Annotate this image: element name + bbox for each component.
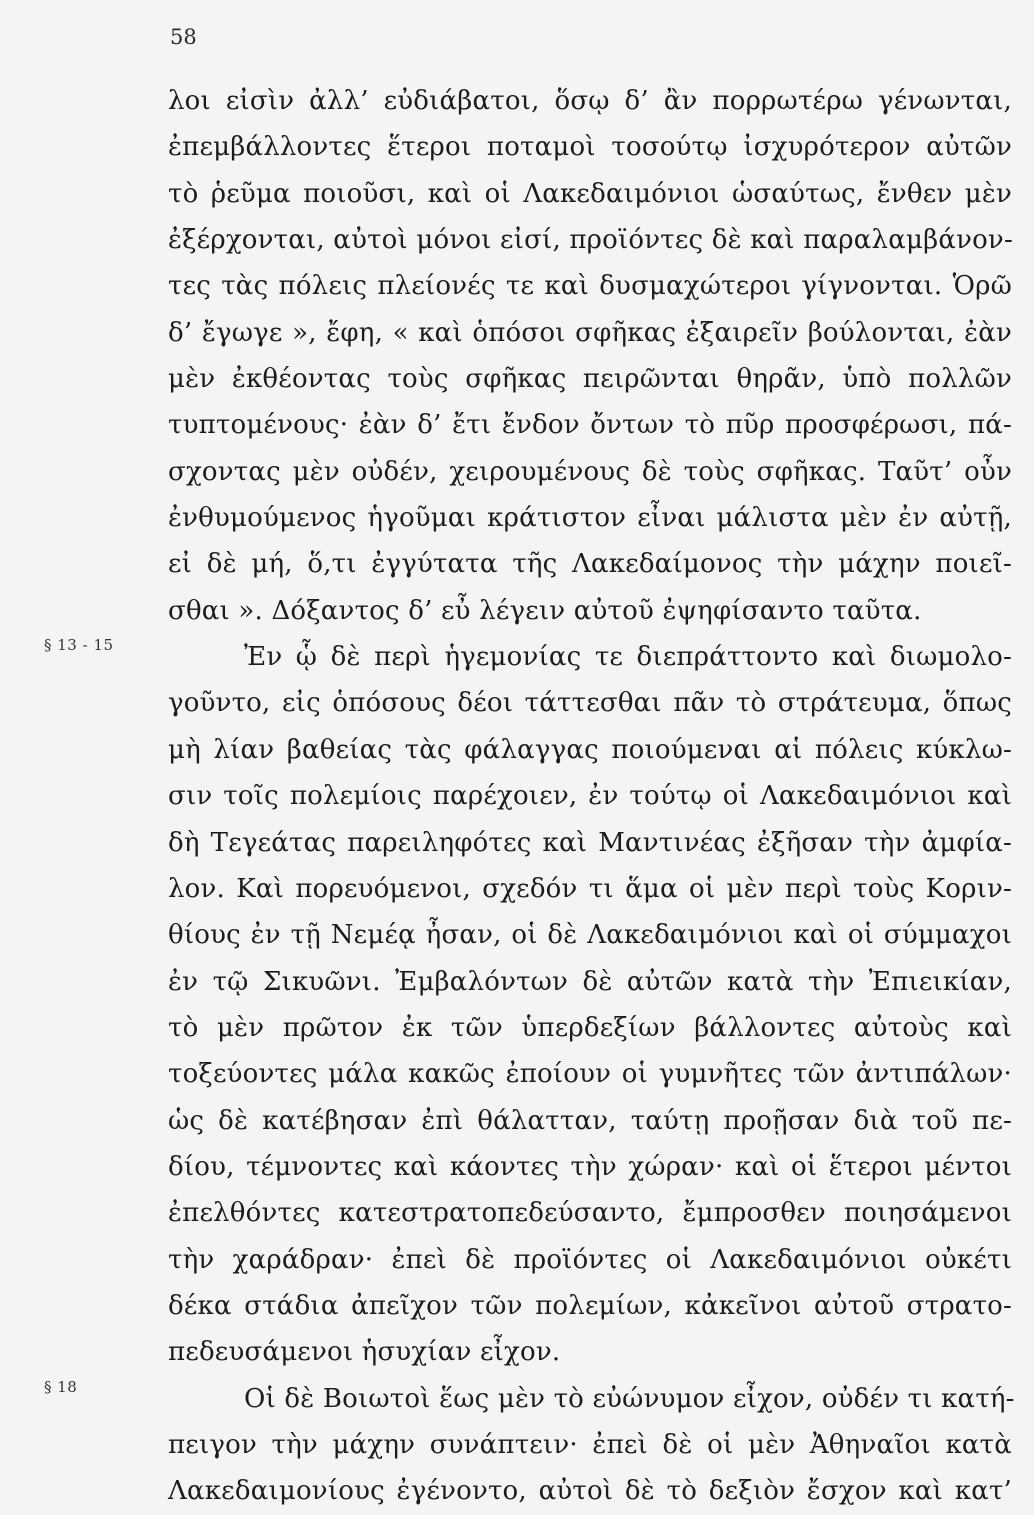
text-line: τὸ ῥεῦμα ποιοῦσι, καὶ οἱ Λακεδαιμόνιοι ὡσαύτως, ἔνθεν μὲν xyxy=(168,178,1012,209)
text-line: τυπτομένους· ἐὰν δ’ ἔτι ἔνδον ὄντων τὸ πῦρ προσφέρωσι, πά- xyxy=(168,410,1012,441)
text-line: δέκα στάδια ἀπεῖχον τῶν πολεμίων, κἀκεῖνοι αὐτοῦ στρατο- xyxy=(168,1290,1012,1321)
page-number: 58 xyxy=(170,25,197,49)
text-line: σιν τοῖς πολεμίοις παρέχοιεν, ἐν τούτῳ οἱ Λακεδαιμόνιοι καὶ xyxy=(168,781,1012,812)
text-line: θίους ἐν τῇ Νεμέᾳ ἦσαν, οἱ δὲ Λακεδαιμόνιοι καὶ οἱ σύμμαχοι xyxy=(168,920,1012,951)
text-line: σθαι ». Δόξαντος δ’ εὖ λέγειν αὐτοῦ ἐψηφίσαντο ταῦτα. xyxy=(168,595,922,626)
text-line: ἐπελθόντες κατεστρατοπεδεύσαντο, ἔμπροσθεν ποιησάμενοι xyxy=(168,1198,1012,1229)
text-line: σχοντας μὲν οὐδέν, χειρουμένους δὲ τοὺς σφῆκας. Ταῦτ’ οὖν xyxy=(168,456,1012,487)
text-line: Οἱ δὲ Βοιωτοὶ ἕως μὲν τὸ εὐώνυμον εἶχον, οὐδέν τι κατή- xyxy=(244,1383,1015,1414)
text-line: τὸ μὲν πρῶτον ἐκ τῶν ὑπερδεξίων βάλλοντες αὐτοὺς καὶ xyxy=(168,1012,1012,1043)
paragraph xyxy=(44,1376,1015,1515)
paragraph xyxy=(168,78,1012,634)
text-line: πεδευσάμενοι ἡσυχίαν εἶχον. xyxy=(168,1337,561,1368)
text-line: μὴ λίαν βαθείας τὰς φάλαγγας ποιούμεναι αἱ πόλεις κύκλω- xyxy=(168,734,1012,765)
section-reference: § 18 xyxy=(44,1377,78,1396)
text-line: Ἐν ᾧ δὲ περὶ ἡγεμονίας τε διεπράττοντο καὶ διωμολο- xyxy=(244,642,1012,673)
text-line: τὴν χαράδραν· ἐπεὶ δὲ προϊόντες οἱ Λακεδαιμόνιοι οὐκέτι xyxy=(168,1244,1012,1275)
text-body xyxy=(44,78,1015,1515)
text-line: ἐξέρχονται, αὐτοὶ μόνοι εἰσί, προϊόντες δὲ καὶ παραλαμβάνον- xyxy=(168,225,1013,256)
text-line: δὴ Τεγεάτας παρειληφότες καὶ Μαντινέας ἐξῆσαν τὴν ἀμφία- xyxy=(168,827,1012,858)
text-line: πειγον τὴν μάχην συνάπτειν· ἐπεὶ δὲ οἱ μὲν Ἀθηναῖοι κατὰ xyxy=(168,1429,1012,1460)
text-line: ἐν τῷ Σικυῶνι. Ἐμβαλόντων δὲ αὐτῶν κατὰ τὴν Ἐπιεικίαν, xyxy=(168,966,1012,997)
paragraph xyxy=(44,634,1012,1376)
text-line: ἐνθυμούμενος ἡγοῦμαι κράτιστον εἶναι μάλιστα μὲν ἐν αὐτῇ, xyxy=(168,503,1012,534)
text-line: γοῦντο, εἰς ὁπόσους δέοι τάττεσθαι πᾶν τὸ στράτευμα, ὅπως xyxy=(168,688,1012,719)
text-line: δίου, τέμνοντες καὶ κάοντες τὴν χώραν· καὶ οἱ ἕτεροι μέντοι xyxy=(168,1151,1012,1182)
text-line: μὲν ἐκθέοντας τοὺς σφῆκας πειρῶνται θηρᾶν, ὑπὸ πολλῶν xyxy=(168,364,1012,395)
text-line: τοξεύοντες μάλα κακῶς ἐποίουν οἱ γυμνῆτες τῶν ἀντιπάλων· xyxy=(168,1059,1012,1090)
text-line: λον. Καὶ πορευόμενοι, σχεδόν τι ἅμα οἱ μὲν περὶ τοὺς Κοριν- xyxy=(168,873,1012,904)
text-line: ὡς δὲ κατέβησαν ἐπὶ θάλατταν, ταύτῃ προῇσαν διὰ τοῦ πε- xyxy=(168,1105,1012,1136)
text-line: δ’ ἔγωγε », ἔφη, « καὶ ὁπόσοι σφῆκας ἐξαιρεῖν βούλονται, ἐὰν xyxy=(168,317,1012,348)
section-reference: § 13 - 15 xyxy=(44,636,114,655)
text-line: Λακεδαιμονίους ἐγένοντο, αὐτοὶ δὲ τὸ δεξιὸν ἔσχον καὶ κατ’ xyxy=(168,1476,1012,1507)
text-line: τες τὰς πόλεις πλείονές τε καὶ δυσμαχώτεροι γίγνονται. Ὁρῶ xyxy=(168,271,1012,302)
text-line: ἐπεμβάλλοντες ἕτεροι ποταμοὶ τοσούτῳ ἰσχυρότερον αὐτῶν xyxy=(168,132,1012,163)
text-line: λοι εἰσὶν ἀλλ’ εὐδιάβατοι, ὅσῳ δ’ ἂν πορρωτέρω γένωνται, xyxy=(168,86,1012,116)
text-line: εἰ δὲ μή, ὅ,τι ἐγγύτατα τῆς Λακεδαίμονος τὴν μάχην ποιεῖ- xyxy=(168,549,1012,580)
